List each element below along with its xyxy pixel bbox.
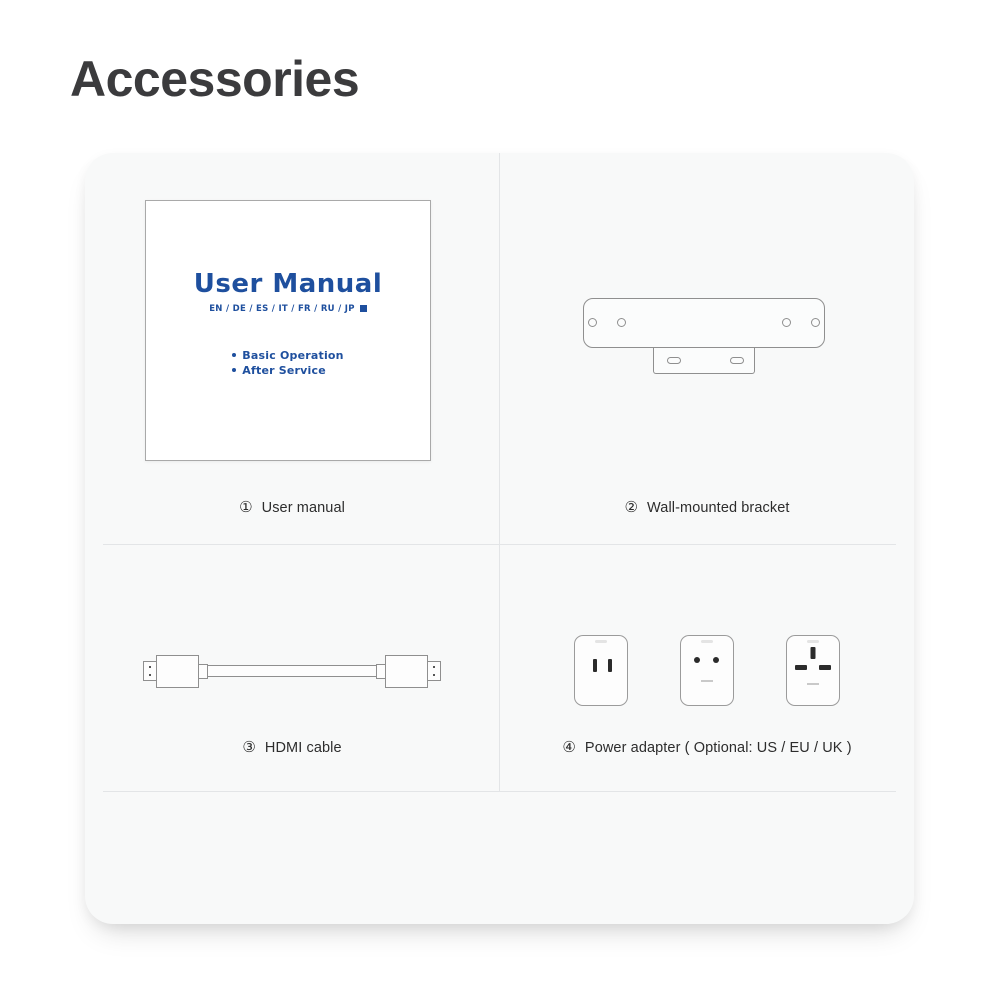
eu-pin: [694, 657, 700, 663]
plug-pin-dot: [433, 666, 435, 668]
circled-number-1: ①: [239, 499, 253, 516]
circled-number-2: ②: [624, 499, 639, 516]
manual-bullet-item: [232, 348, 343, 363]
bracket-slot-icon: [667, 357, 681, 364]
user-manual-cover-image: [145, 200, 431, 461]
eu-pin: [713, 657, 719, 663]
hdmi-plug-left-icon: [143, 661, 157, 681]
adapter-seam: [807, 640, 819, 643]
manual-languages: [146, 304, 430, 314]
bracket-hole-icon: [617, 318, 626, 327]
us-plug-icon: [574, 635, 628, 706]
plug-pin-dot: [149, 666, 151, 668]
horizontal-divider-bottom: [103, 791, 896, 792]
bracket-hole-icon: [811, 318, 820, 327]
quadrant-wall-bracket: [500, 153, 914, 544]
uk-plug-icon: [786, 635, 840, 706]
circled-number-4: ④: [562, 739, 576, 756]
adapter-dash: [701, 680, 713, 682]
manual-bullet-item: [232, 363, 343, 378]
caption-power-adapter: [500, 738, 914, 756]
caption-label: HDMI cable: [264, 740, 342, 756]
hdmi-connector-left: [156, 655, 199, 688]
bracket-mount-tab: [653, 348, 755, 374]
adapter-seam: [595, 640, 607, 643]
caption-hdmi-cable: [85, 738, 499, 756]
bracket-hole-icon: [782, 318, 791, 327]
page-title: Accessories: [70, 51, 360, 107]
caption-user-manual: [85, 498, 499, 516]
manual-bullet-label: After Service: [242, 364, 326, 377]
manual-bullet-list: [232, 348, 343, 378]
plug-pin-dot: [433, 674, 435, 676]
uk-prong-top: [811, 647, 816, 659]
hdmi-cable-image: [85, 651, 499, 691]
plug-pin-dot: [149, 674, 151, 676]
eu-plug-icon: [680, 635, 734, 706]
bracket-slot-icon: [730, 357, 744, 364]
uk-prong-right: [819, 665, 831, 670]
power-adapter-images: [500, 635, 914, 706]
adapter-dash: [807, 683, 819, 685]
blue-square-badge-icon: [360, 305, 367, 312]
manual-title: User Manual: [193, 269, 383, 299]
hdmi-neck-left: [198, 664, 208, 679]
us-prong: [593, 659, 597, 672]
caption-wall-bracket: [500, 498, 914, 516]
hdmi-connector-right: [385, 655, 428, 688]
accessories-card: [85, 153, 914, 924]
hdmi-cable-wire: [207, 665, 377, 677]
hdmi-plug-right-icon: [427, 661, 441, 681]
us-prong: [608, 659, 612, 672]
quadrant-user-manual: [85, 153, 499, 544]
bracket-hole-icon: [588, 318, 597, 327]
bullet-dot-icon: [232, 353, 236, 357]
manual-languages-text: EN / DE / ES / IT / FR / RU / JP: [209, 304, 355, 314]
adapter-seam: [701, 640, 713, 643]
circled-number-3: ③: [242, 739, 256, 756]
uk-prong-left: [795, 665, 807, 670]
caption-label: User manual: [261, 500, 345, 516]
manual-bullet-label: Basic Operation: [242, 349, 344, 362]
quadrant-power-adapter: [500, 545, 914, 791]
quadrant-hdmi-cable: [85, 545, 499, 791]
caption-label: Wall-mounted bracket: [647, 500, 790, 516]
caption-label: Power adapter ( Optional: US / EU / UK ): [584, 740, 852, 756]
bullet-dot-icon: [232, 368, 236, 372]
